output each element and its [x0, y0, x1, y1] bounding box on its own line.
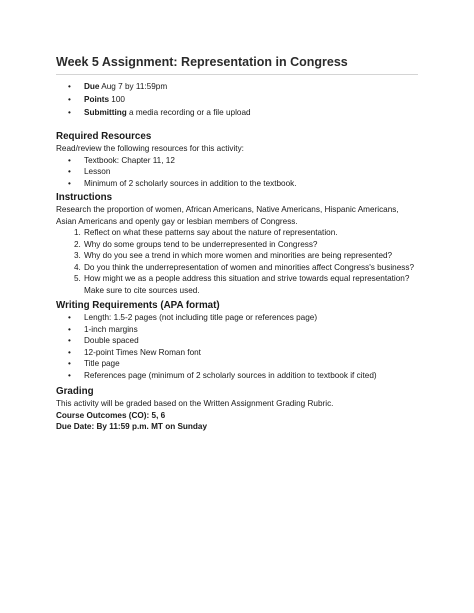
- bullet-icon: •: [68, 95, 71, 104]
- bullet-icon: •: [68, 82, 71, 91]
- list-item: 5. How might we as a people address this situation and strive towards equal representation? Make sure to cite sources used.: [74, 274, 410, 295]
- list-item: • References page (minimum of 2 scholarly sources in addition to textbook if cited): [68, 370, 377, 380]
- bullet-icon: •: [68, 313, 71, 322]
- meta-points: [56, 93, 418, 106]
- meta-submitting: [56, 106, 418, 119]
- list-item: • Length: 1.5-2 pages (not including title page or references page): [68, 313, 318, 322]
- due-value: Aug 7 by 11:59pm: [99, 82, 168, 91]
- points-value: 100: [109, 95, 125, 104]
- list-item: • 1-inch margins: [68, 324, 138, 334]
- writing-requirements-list: [56, 312, 418, 381]
- grading-text: This activity will be graded based on the Written Assignment Grading Rubric.: [56, 399, 334, 408]
- instructions-steps: [56, 227, 418, 296]
- bullet-icon: •: [68, 167, 71, 176]
- bullet-icon: •: [68, 108, 71, 117]
- bullet-icon: •: [68, 347, 71, 357]
- writing-requirements-heading: Writing Requirements (APA format): [56, 300, 220, 311]
- list-item: • 12-point Times New Roman font: [68, 347, 201, 357]
- list-item: 3. Why do you see a trend in which more women and minorities are being represented?: [74, 251, 393, 260]
- bullet-icon: •: [68, 324, 71, 334]
- meta-due: [56, 80, 418, 93]
- list-item: 4. Do you think the underrepresentation of women and minorities affect Congress's business?: [74, 262, 415, 272]
- list-item: • Textbook: Chapter 11, 12: [68, 155, 175, 165]
- list-item: 1. Reflect on what these patterns say about the nature of representation.: [74, 228, 338, 237]
- page-title: Week 5 Assignment: Representation in Congress: [56, 55, 348, 69]
- due-label: Due: [84, 82, 100, 91]
- bullet-icon: •: [68, 178, 71, 188]
- list-item: • Minimum of 2 scholarly sources in addition to the textbook.: [68, 178, 297, 188]
- list-item: • Lesson: [68, 167, 111, 176]
- resources-list: [56, 155, 418, 190]
- grading-heading: Grading: [56, 386, 94, 397]
- assignment-content: [56, 53, 418, 433]
- required-resources-heading: Required Resources: [56, 131, 152, 142]
- submitting-value: a media recording or a file upload: [126, 108, 251, 117]
- required-resources-intro: Read/review the following resources for this activity:: [56, 144, 244, 153]
- title-divider: [56, 74, 418, 75]
- list-item: • Title page: [68, 359, 120, 368]
- bullet-icon: •: [68, 155, 71, 165]
- bullet-icon: •: [68, 336, 71, 345]
- assignment-meta: [56, 80, 418, 119]
- list-item: 2. Why do some groups tend to be underrepresented in Congress?: [74, 239, 318, 249]
- points-label: Points: [84, 95, 110, 104]
- bullet-icon: •: [68, 370, 71, 380]
- instructions-heading: Instructions: [56, 192, 113, 203]
- due-date: Due Date: By 11:59 p.m. MT on Sunday: [56, 422, 208, 431]
- submitting-label: Submitting: [84, 108, 127, 117]
- bullet-icon: •: [68, 359, 71, 368]
- instructions-intro: Research the proportion of women, African Americans, Native Americans, Hispanic Americans, Asian Americans and openly gay or lesbian members of Congress.: [56, 205, 399, 226]
- list-item: • Double spaced: [68, 336, 139, 345]
- course-outcomes: Course Outcomes (CO): 5, 6: [56, 410, 166, 420]
